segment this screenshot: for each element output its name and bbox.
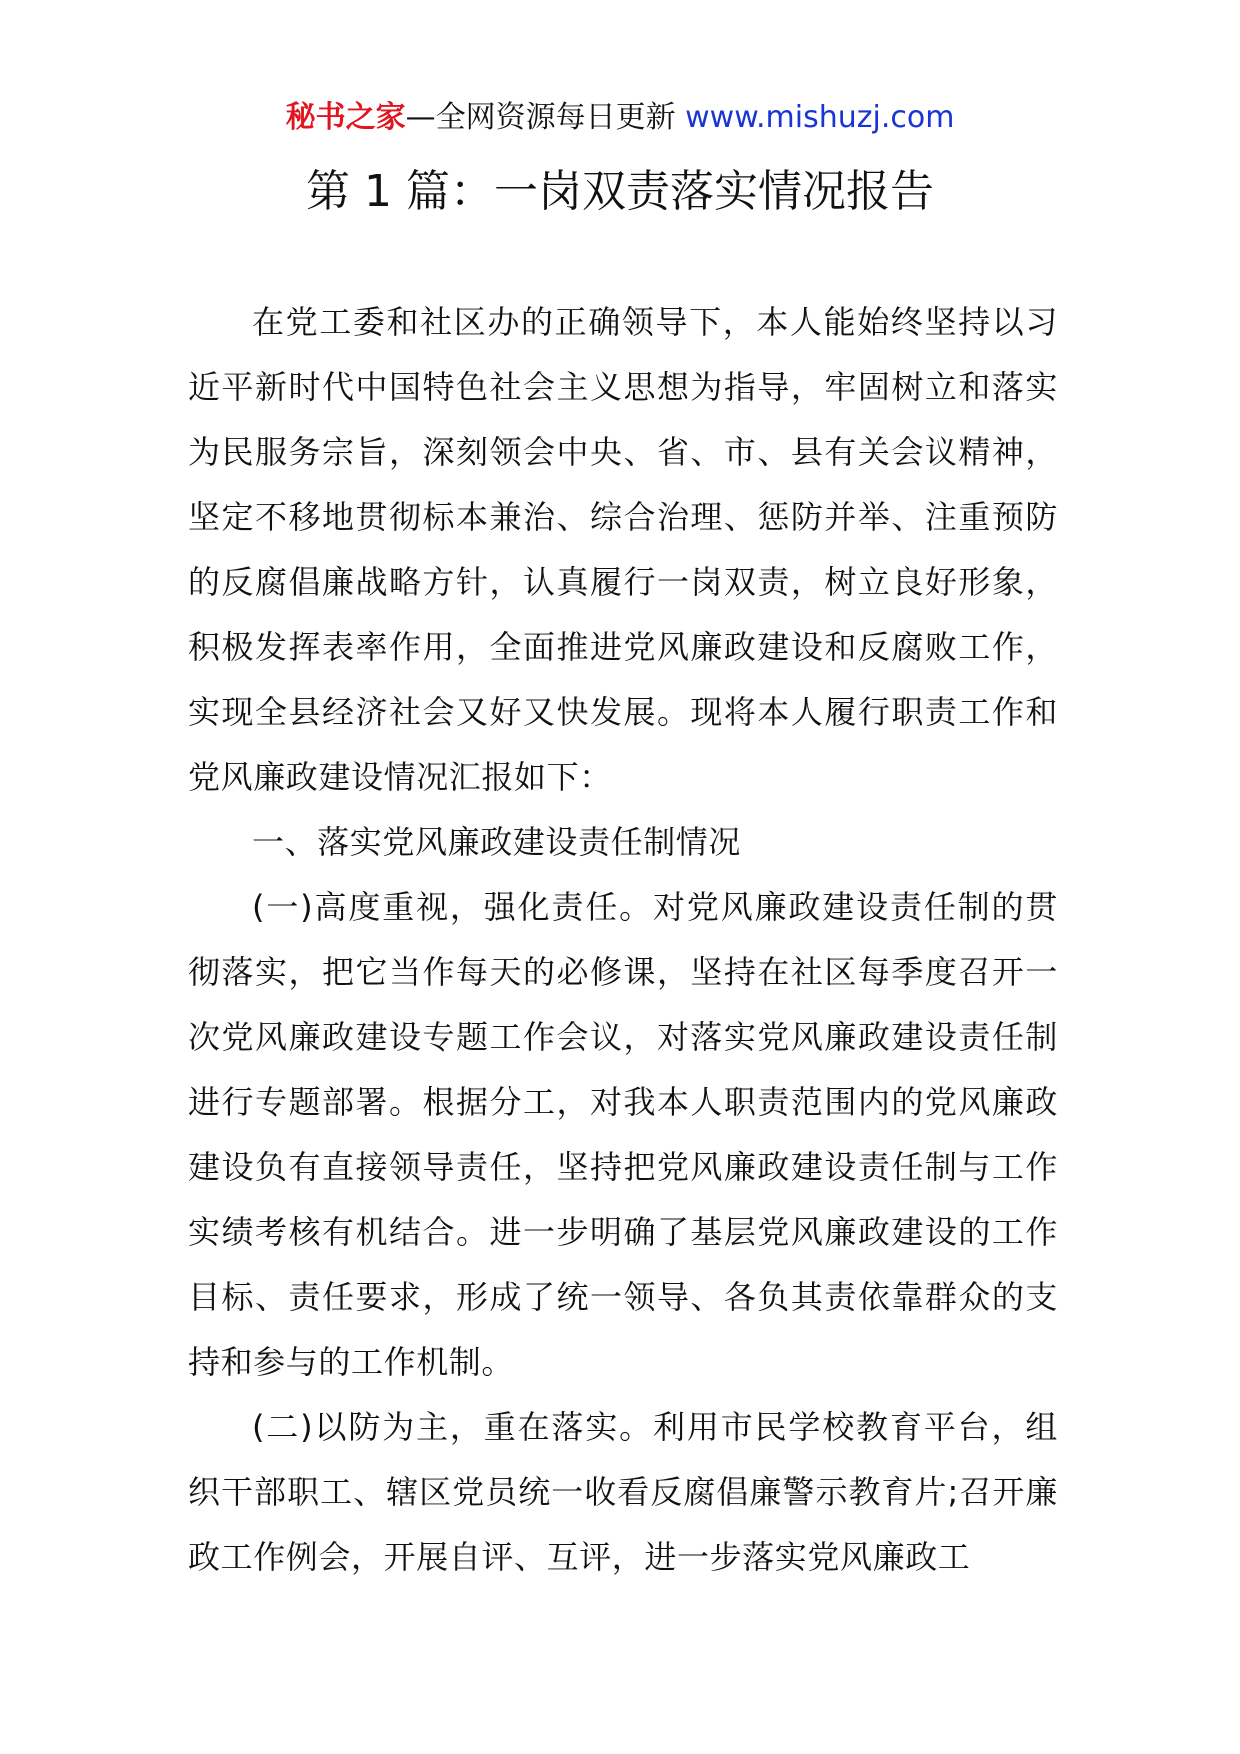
paragraph-intro: 在党工委和社区办的正确领导下，本人能始终坚持以习近平新时代中国特色社会主义思想为指导，牢固树立和落实为民服务宗旨，深刻领会中央、省、市、县有关会议精神，坚定不移地贯彻标本兼治、综合治理、惩防并举、注重预防的反腐倡廉战略方针，认真履行一岗双责，树立良好形象，积极发挥表率作用，全面推进党风廉政建设和反腐败工作，实现全县经济社会又好又快发展。现将本人履行职责工作和党风廉政建设情况汇报如下：: [188, 303, 1058, 796]
paragraph-section-1-2: (二)以防为主，重在落实。利用市民学校教育平台，组织干部职工、辖区党员统一收看反腐倡廉警示教育片;召开廉政工作例会，开展自评、互评，进一步落实党风廉政工: [188, 1408, 1058, 1576]
site-brand: 秘书之家: [285, 100, 406, 135]
site-tagline: —全网资源每日更新: [405, 100, 686, 135]
document-title: 第 1 篇：一岗双责落实情况报告: [306, 166, 934, 217]
site-url-link[interactable]: www.mishuzj.com: [685, 100, 955, 135]
section-heading-1: 一、落实党风廉政建设责任制情况: [252, 823, 742, 861]
document-body: [188, 290, 1058, 1590]
site-header: [0, 98, 1240, 138]
paragraph-section-1-1: (一)高度重视，强化责任。对党风廉政建设责任制的贯彻落实，把它当作每天的必修课，坚持在社区每季度召开一次党风廉政建设专题工作会议，对落实党风廉政建设责任制进行专题部署。根据分工，对我本人职责范围内的党风廉政建设负有直接领导责任，坚持把党风廉政建设责任制与工作实绩考核有机结合。进一步明确了基层党风廉政建设的工作目标、责任要求，形成了统一领导、各负其责依靠群众的支持和参与的工作机制。: [188, 888, 1058, 1381]
